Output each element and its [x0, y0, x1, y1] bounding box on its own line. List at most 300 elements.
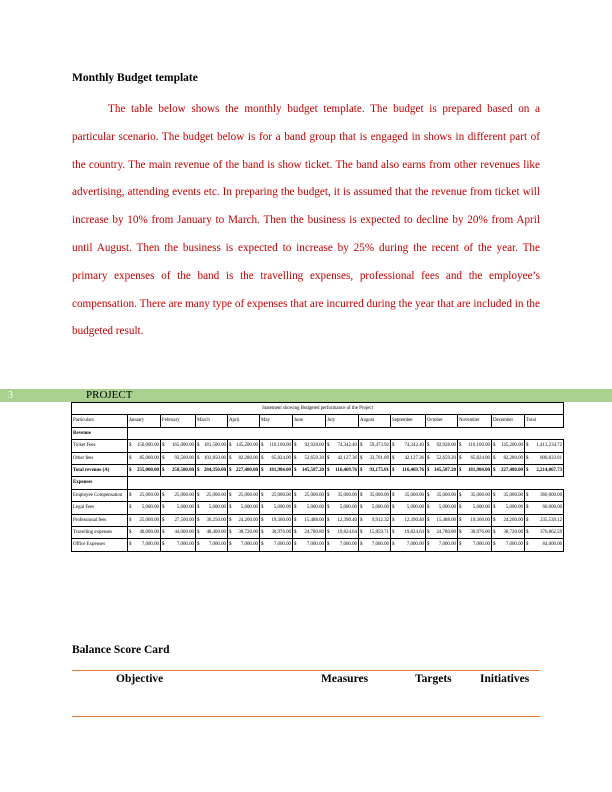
amount-cell — [326, 514, 359, 526]
amount-cell — [492, 440, 525, 452]
amount-value: 25,000.00 — [206, 492, 226, 498]
amount-value: 5,000.00 — [176, 505, 194, 511]
table-row — [72, 514, 564, 526]
amount-cell — [228, 440, 260, 452]
amount-value: 82,280.00 — [503, 455, 523, 461]
amount-cell — [228, 452, 260, 464]
amount-value: 93,500.00 — [174, 455, 194, 461]
currency-symbol: $ — [360, 542, 363, 548]
amount-cell — [260, 502, 293, 514]
amount-cell — [228, 502, 260, 514]
revenue-heading-row — [72, 427, 564, 439]
amount-value: 92,928.00 — [304, 443, 324, 449]
table-row — [72, 440, 564, 452]
currency-symbol: $ — [526, 468, 529, 474]
amount-cell — [161, 502, 196, 514]
amount-value: 145,200.00 — [235, 443, 258, 449]
row-label: Other fees — [72, 452, 128, 464]
currency-symbol: $ — [526, 455, 529, 461]
amount-value: 7,000.00 — [208, 542, 226, 548]
amount-cell — [128, 527, 161, 539]
amount-cell — [426, 489, 458, 501]
currency-symbol: $ — [392, 542, 395, 548]
amount-cell — [458, 514, 492, 526]
table-row — [72, 465, 564, 477]
amount-cell — [359, 539, 391, 551]
bsc-top-rule — [72, 670, 540, 671]
amount-value: 85,000.00 — [139, 455, 159, 461]
section-label: Revenue — [72, 427, 128, 439]
amount-value: 15,488.00 — [304, 517, 324, 523]
amount-value: 24,200.00 — [238, 517, 258, 523]
amount-cell — [525, 514, 564, 526]
amount-cell — [161, 539, 196, 551]
amount-value: 5,000.00 — [141, 505, 159, 511]
amount-cell — [260, 465, 293, 477]
column-header: May — [260, 415, 293, 427]
row-label: Total revenue (A) — [72, 465, 128, 477]
column-header: August — [359, 415, 391, 427]
amount-cell — [458, 489, 492, 501]
currency-symbol: $ — [427, 530, 430, 536]
currency-symbol: $ — [129, 517, 132, 523]
currency-symbol: $ — [427, 443, 430, 449]
row-label: Legal Fees — [72, 502, 128, 514]
currency-symbol: $ — [360, 455, 363, 461]
amount-cell — [293, 489, 326, 501]
amount-value: 52,659.20 — [436, 455, 456, 461]
currency-symbol: $ — [327, 517, 330, 523]
amount-value: 5,000.00 — [240, 505, 258, 511]
amount-value: 27,500.00 — [174, 517, 194, 523]
amount-value: 7,000.00 — [339, 542, 357, 548]
amount-value: 35,000.00 — [470, 492, 490, 498]
amount-value: 800,833.01 — [540, 455, 563, 461]
amount-cell — [326, 539, 359, 551]
currency-symbol: $ — [392, 455, 395, 461]
expenses-heading-row — [72, 477, 564, 489]
amount-cell — [426, 514, 458, 526]
amount-cell — [128, 440, 161, 452]
amount-value: 12,390.40 — [337, 517, 357, 523]
currency-symbol: $ — [327, 505, 330, 511]
amount-cell — [525, 452, 564, 464]
amount-cell — [391, 502, 426, 514]
amount-value: 376,862.59 — [540, 530, 563, 536]
currency-symbol: $ — [392, 468, 395, 474]
bsc-col-targets: Targets — [415, 673, 452, 685]
currency-symbol: $ — [526, 530, 529, 536]
column-header: February — [161, 415, 196, 427]
currency-symbol: $ — [162, 530, 165, 536]
currency-symbol: $ — [197, 492, 200, 498]
page-number: 3 — [8, 390, 13, 401]
amount-cell — [228, 539, 260, 551]
amount-cell — [359, 452, 391, 464]
amount-cell — [426, 465, 458, 477]
amount-cell — [196, 539, 228, 551]
amount-value: 42,127.36 — [337, 455, 357, 461]
amount-value: 227,480.00 — [235, 468, 258, 474]
table-row — [72, 452, 564, 464]
amount-value: 25,000.00 — [139, 492, 159, 498]
amount-cell — [426, 440, 458, 452]
amount-cell — [458, 452, 492, 464]
currency-symbol: $ — [427, 468, 430, 474]
amount-value: 48,400.00 — [206, 530, 226, 536]
amount-cell — [161, 440, 196, 452]
currency-symbol: $ — [493, 443, 496, 449]
amount-value: 181,984.00 — [467, 468, 490, 474]
amount-cell — [293, 440, 326, 452]
currency-symbol: $ — [162, 443, 165, 449]
budget-intro-text: The table below shows the monthly budget template. The budget is prepared based on a particular scenario. The budget below is for a band group that is engaged in shows in different part of the country. The main revenue of the band is show ticket. The band also earns from other revenues like advertising, attending events etc. In preparing the budget, it is assumed that the revenue from ticket will increase by 10% from January to March. Then the business is expected to decline by 20% from April until August. Then the business is expected to increase by 25% during the recent of the year. The primary expenses of the band is the travelling expenses, professional fees and the employee’s compensation. There are many type of expenses that are incurred during the year that are included in the budgeted result. — [72, 103, 540, 338]
currency-symbol: $ — [294, 492, 297, 498]
amount-cell — [196, 440, 228, 452]
currency-symbol: $ — [493, 455, 496, 461]
amount-cell — [128, 539, 161, 551]
currency-symbol: $ — [229, 468, 232, 474]
amount-value: 235,000.00 — [136, 468, 159, 474]
amount-cell — [391, 440, 426, 452]
amount-value: 93,175.81 — [369, 468, 389, 474]
amount-value: 360,000.00 — [540, 492, 563, 498]
amount-value: 150,000.00 — [136, 443, 159, 449]
currency-symbol: $ — [459, 468, 462, 474]
amount-cell — [359, 440, 391, 452]
table-row — [72, 527, 564, 539]
amount-cell — [458, 465, 492, 477]
currency-symbol: $ — [459, 542, 462, 548]
amount-cell — [260, 489, 293, 501]
currency-symbol: $ — [261, 443, 264, 449]
amount-cell — [196, 514, 228, 526]
amount-cell — [359, 465, 391, 477]
amount-value: 74,342.40 — [337, 443, 357, 449]
amount-cell — [391, 527, 426, 539]
currency-symbol: $ — [229, 443, 232, 449]
currency-symbol: $ — [360, 468, 363, 474]
amount-value: 74,342.40 — [404, 443, 424, 449]
amount-cell — [228, 527, 260, 539]
amount-cell — [391, 514, 426, 526]
amount-cell — [260, 539, 293, 551]
amount-cell — [391, 489, 426, 501]
amount-cell — [458, 527, 492, 539]
currency-symbol: $ — [493, 505, 496, 511]
amount-cell — [293, 502, 326, 514]
amount-cell — [161, 527, 196, 539]
currency-symbol: $ — [360, 492, 363, 498]
currency-symbol: $ — [327, 468, 330, 474]
amount-cell — [196, 452, 228, 464]
amount-value: 9,912.32 — [371, 517, 389, 523]
currency-symbol: $ — [392, 492, 395, 498]
currency-symbol: $ — [327, 542, 330, 548]
currency-symbol: $ — [526, 517, 529, 523]
amount-cell — [196, 527, 228, 539]
currency-symbol: $ — [294, 505, 297, 511]
currency-symbol: $ — [459, 505, 462, 511]
amount-value: 227,480.00 — [500, 468, 523, 474]
amount-value: 84,000.00 — [542, 542, 563, 548]
amount-cell — [426, 502, 458, 514]
amount-cell — [293, 514, 326, 526]
amount-value: 19,824.64 — [404, 530, 424, 536]
amount-value: 35,000.00 — [436, 492, 456, 498]
amount-cell — [326, 452, 359, 464]
amount-value: 52,659.20 — [304, 455, 324, 461]
amount-value: 15,488.00 — [436, 517, 456, 523]
amount-value: 30,976.00 — [271, 530, 291, 536]
currency-symbol: $ — [294, 542, 297, 548]
amount-cell — [458, 502, 492, 514]
amount-value: 258,500.00 — [171, 468, 194, 474]
row-label: Employee Compensation — [72, 489, 128, 501]
column-header: November — [458, 415, 492, 427]
row-label: Travelling expenses — [72, 527, 128, 539]
amount-value: 165,000.00 — [171, 443, 194, 449]
amount-value: 181,500.00 — [203, 443, 226, 449]
amount-cell — [492, 514, 525, 526]
amount-value: 5,000.00 — [306, 505, 324, 511]
amount-cell — [293, 465, 326, 477]
currency-symbol: $ — [360, 530, 363, 536]
amount-value: 82,280.00 — [238, 455, 258, 461]
amount-cell — [492, 502, 525, 514]
currency-symbol: $ — [526, 492, 529, 498]
amount-value: 24,780.80 — [436, 530, 456, 536]
currency-symbol: $ — [327, 455, 330, 461]
amount-value: 59,473.92 — [369, 443, 389, 449]
amount-cell — [128, 452, 161, 464]
table-caption: Statement showing Budgeted performance of the Project — [72, 403, 564, 415]
section-label: Expenses — [72, 477, 128, 489]
amount-cell — [161, 465, 196, 477]
currency-symbol: $ — [459, 492, 462, 498]
amount-value: 5,000.00 — [406, 505, 424, 511]
amount-cell — [492, 465, 525, 477]
amount-value: 35,000.00 — [369, 492, 389, 498]
table-header-row — [72, 415, 564, 427]
currency-symbol: $ — [459, 517, 462, 523]
amount-value: 7,000.00 — [176, 542, 194, 548]
currency-symbol: $ — [162, 517, 165, 523]
amount-cell — [426, 539, 458, 551]
column-header: December — [492, 415, 525, 427]
amount-value: 5,000.00 — [208, 505, 226, 511]
amount-value: 19,824.64 — [337, 530, 357, 536]
amount-value: 65,824.00 — [271, 455, 291, 461]
amount-cell — [458, 539, 492, 551]
currency-symbol: $ — [129, 455, 132, 461]
amount-cell — [391, 465, 426, 477]
amount-value: 35,000.00 — [404, 492, 424, 498]
amount-value: 19,360.00 — [271, 517, 291, 523]
amount-cell — [228, 489, 260, 501]
amount-value: 30,976.00 — [470, 530, 490, 536]
page-header-title: PROJECT — [86, 389, 133, 401]
currency-symbol: $ — [327, 492, 330, 498]
currency-symbol: $ — [294, 517, 297, 523]
amount-value: 2,214,067.73 — [536, 468, 563, 474]
amount-value: 38,720.00 — [503, 530, 523, 536]
row-label: Office Expenses — [72, 539, 128, 551]
currency-symbol: $ — [129, 505, 132, 511]
amount-value: 5,000.00 — [472, 505, 490, 511]
column-header: June — [293, 415, 326, 427]
amount-value: 5,000.00 — [371, 505, 389, 511]
currency-symbol: $ — [197, 455, 200, 461]
amount-cell — [525, 527, 564, 539]
currency-symbol: $ — [327, 530, 330, 536]
amount-value: 25,000.00 — [304, 492, 324, 498]
currency-symbol: $ — [162, 492, 165, 498]
amount-cell — [161, 489, 196, 501]
amount-value: 35,000.00 — [503, 492, 523, 498]
currency-symbol: $ — [493, 492, 496, 498]
currency-symbol: $ — [261, 468, 264, 474]
amount-value: 181,984.00 — [268, 468, 291, 474]
currency-symbol: $ — [129, 542, 132, 548]
balance-score-card-title: Balance Score Card — [72, 644, 170, 656]
amount-value: 92,928.00 — [436, 443, 456, 449]
amount-cell — [359, 489, 391, 501]
amount-value: 116,160.00 — [269, 443, 291, 449]
amount-value: 19,360.00 — [470, 517, 490, 523]
amount-value: 116,160.00 — [468, 443, 490, 449]
amount-cell — [161, 452, 196, 464]
amount-value: 5,000.00 — [339, 505, 357, 511]
currency-symbol: $ — [197, 542, 200, 548]
currency-symbol: $ — [360, 505, 363, 511]
currency-symbol: $ — [261, 542, 264, 548]
amount-cell — [458, 440, 492, 452]
currency-symbol: $ — [197, 468, 200, 474]
amount-value: 25,000.00 — [271, 492, 291, 498]
currency-symbol: $ — [526, 505, 529, 511]
currency-symbol: $ — [229, 542, 232, 548]
column-header: April — [228, 415, 260, 427]
currency-symbol: $ — [526, 542, 529, 548]
amount-cell — [492, 539, 525, 551]
currency-symbol: $ — [427, 517, 430, 523]
bsc-col-objective: Objective — [116, 673, 164, 685]
currency-symbol: $ — [526, 443, 529, 449]
bsc-bottom-rule — [72, 716, 540, 717]
amount-value: 145,200.00 — [500, 443, 523, 449]
currency-symbol: $ — [197, 517, 200, 523]
budget-table-body — [72, 403, 564, 552]
amount-cell — [196, 465, 228, 477]
currency-symbol: $ — [327, 443, 330, 449]
amount-value: 7,000.00 — [240, 542, 258, 548]
currency-symbol: $ — [427, 492, 430, 498]
amount-value: 102,850.00 — [203, 455, 226, 461]
amount-value: 25,000.00 — [174, 492, 194, 498]
currency-symbol: $ — [229, 517, 232, 523]
amount-cell — [525, 539, 564, 551]
currency-symbol: $ — [459, 443, 462, 449]
currency-symbol: $ — [261, 455, 264, 461]
currency-symbol: $ — [162, 468, 165, 474]
amount-cell — [293, 527, 326, 539]
amount-cell — [426, 527, 458, 539]
amount-cell — [326, 465, 359, 477]
amount-value: 116,469.76 — [335, 468, 357, 474]
amount-value: 7,000.00 — [371, 542, 389, 548]
amount-cell — [293, 452, 326, 464]
amount-cell — [128, 465, 161, 477]
amount-value: 7,000.00 — [472, 542, 490, 548]
table-caption-row — [72, 403, 564, 415]
currency-symbol: $ — [294, 468, 297, 474]
currency-symbol: $ — [129, 530, 132, 536]
currency-symbol: $ — [427, 505, 430, 511]
amount-cell — [228, 514, 260, 526]
table-row — [72, 489, 564, 501]
amount-cell — [391, 539, 426, 551]
amount-value: 24,200.00 — [503, 517, 523, 523]
currency-symbol: $ — [392, 505, 395, 511]
amount-cell — [293, 539, 326, 551]
currency-symbol: $ — [427, 455, 430, 461]
amount-cell — [260, 452, 293, 464]
amount-cell — [525, 465, 564, 477]
amount-cell — [426, 452, 458, 464]
amount-value: 235,539.12 — [540, 517, 563, 523]
currency-symbol: $ — [229, 505, 232, 511]
currency-symbol: $ — [229, 455, 232, 461]
budget-intro-paragraph — [72, 96, 540, 346]
amount-value: 25,000.00 — [238, 492, 258, 498]
amount-cell — [196, 489, 228, 501]
currency-symbol: $ — [392, 530, 395, 536]
currency-symbol: $ — [197, 530, 200, 536]
amount-value: 65,824.00 — [470, 455, 490, 461]
amount-value: 24,780.80 — [304, 530, 324, 536]
amount-value: 40,000.00 — [139, 530, 159, 536]
currency-symbol: $ — [360, 517, 363, 523]
currency-symbol: $ — [392, 443, 395, 449]
amount-cell — [525, 502, 564, 514]
amount-value: 1,413,234.72 — [536, 443, 563, 449]
column-header: July — [326, 415, 359, 427]
currency-symbol: $ — [129, 492, 132, 498]
table-row — [72, 502, 564, 514]
amount-cell — [260, 514, 293, 526]
bsc-col-measures: Measures — [321, 673, 369, 685]
amount-value: 116,469.76 — [402, 468, 424, 474]
amount-cell — [492, 527, 525, 539]
currency-symbol: $ — [261, 505, 264, 511]
column-header: Particulars — [72, 415, 128, 427]
amount-value: 5,000.00 — [438, 505, 456, 511]
amount-value: 7,000.00 — [438, 542, 456, 548]
amount-value: 33,701.89 — [369, 455, 389, 461]
amount-cell — [161, 514, 196, 526]
amount-value: 7,000.00 — [505, 542, 523, 548]
bsc-col-initiatives: Initiatives — [480, 673, 530, 685]
currency-symbol: $ — [294, 455, 297, 461]
currency-symbol: $ — [294, 443, 297, 449]
amount-cell — [391, 452, 426, 464]
table-row — [72, 539, 564, 551]
currency-symbol: $ — [493, 468, 496, 474]
amount-cell — [128, 502, 161, 514]
currency-symbol: $ — [427, 542, 430, 548]
section-filler — [128, 477, 564, 489]
